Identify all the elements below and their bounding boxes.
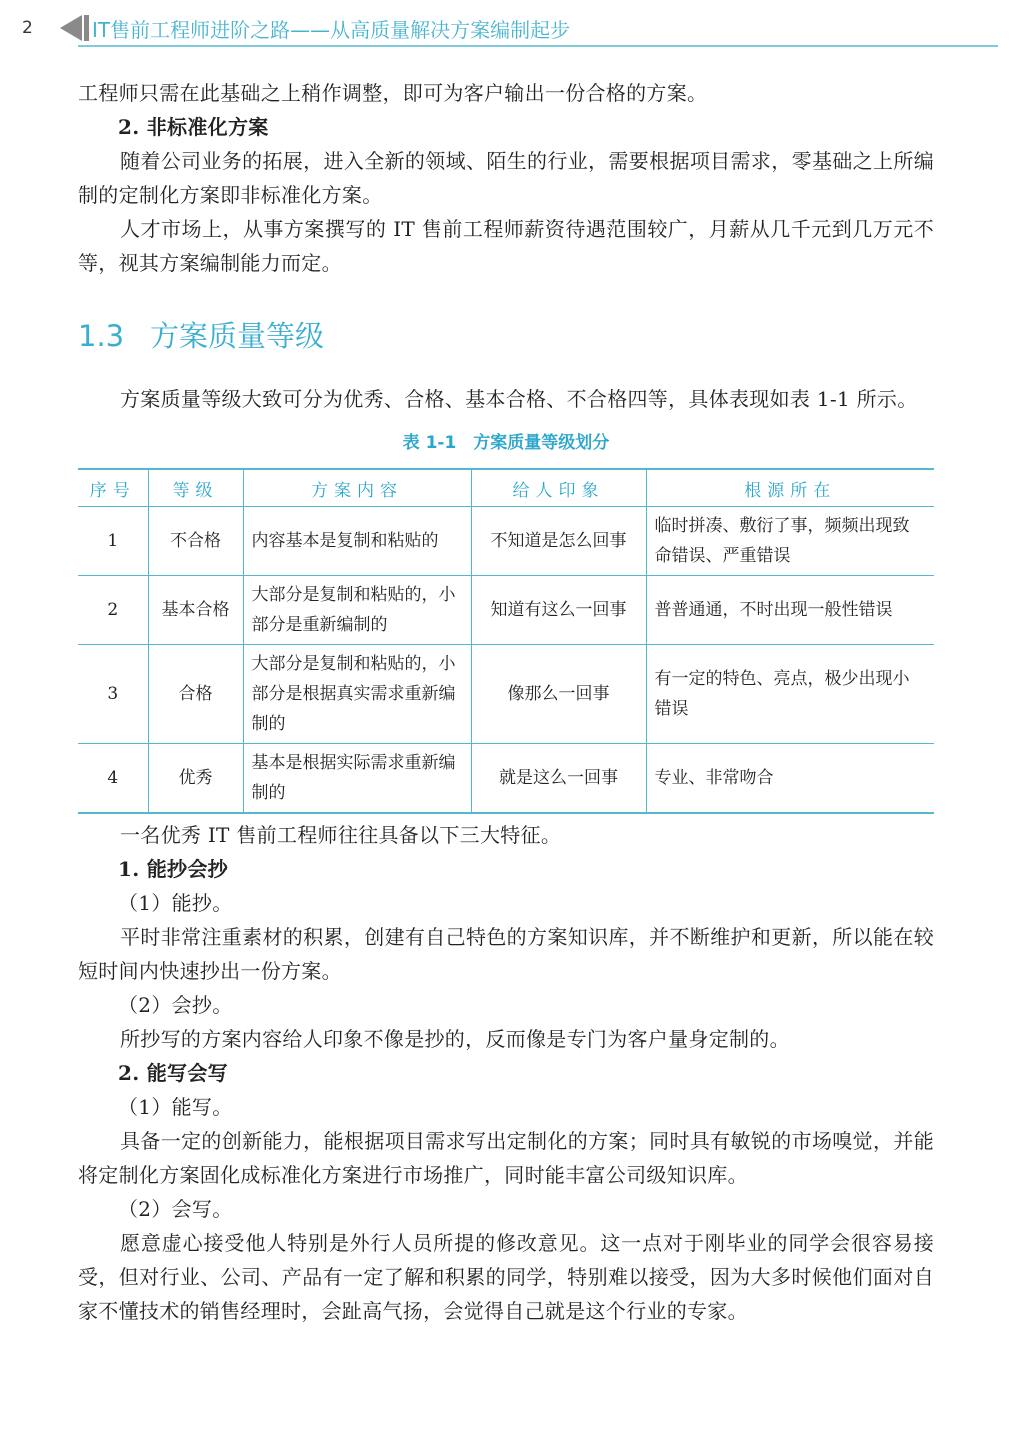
table-cell: 像那么一回事: [471, 645, 646, 744]
table-row: [78, 744, 934, 814]
table-header-row: [78, 469, 934, 507]
table-cell: 优秀: [148, 744, 243, 814]
paragraph: 具备一定的创新能力，能根据项目需求写出定制化的方案；同时具有敏锐的市场嗅觉，并能将定制化方案固化成标准化方案进行市场推广，同时能丰富公司级知识库。: [78, 1129, 934, 1187]
paragraph: 人才市场上，从事方案撰写的 IT 售前工程师薪资待遇范围较广，月薪从几千元到几万元不等，视其方案编制能力而定。: [78, 217, 934, 275]
paragraph: 随着公司业务的拓展，进入全新的领域、陌生的行业，需要根据项目需求，零基础之上所编制的定制化方案即非标准化方案。: [78, 149, 934, 207]
subheading: 2. 非标准化方案: [118, 115, 269, 139]
table-cell: 基本是根据实际需求重新编制的: [243, 744, 471, 814]
paragraph: 方案质量等级大致可分为优秀、合格、基本合格、不合格四等，具体表现如表 1-1 所示。: [120, 387, 918, 411]
table-cell: 不知道是怎么回事: [471, 507, 646, 576]
table-cell: 1: [78, 507, 148, 576]
table-header-cell: 等级: [148, 469, 243, 507]
section-number: 1.3: [78, 319, 125, 353]
table-cell: 2: [78, 576, 148, 645]
paragraph: 所抄写的方案内容给人印象不像是抄的，反而像是专门为客户量身定制的。: [120, 1027, 790, 1051]
table-cell: 专业、非常吻合: [646, 744, 934, 814]
table-cell: 内容基本是复制和粘贴的: [243, 507, 471, 576]
table-header-cell: 给人印象: [471, 469, 646, 507]
table-cell: 大部分是复制和粘贴的，小部分是根据真实需求重新编制的: [243, 645, 471, 744]
table-cell: 4: [78, 744, 148, 814]
table-header-cell: 根源所在: [646, 469, 934, 507]
table-row: [78, 645, 934, 744]
paragraph: 一名优秀 IT 售前工程师往往具备以下三大特征。: [120, 823, 562, 847]
subheading: 1. 能抄会抄: [118, 857, 228, 881]
page-body: [78, 76, 934, 1328]
paragraph: 愿意虚心接受他人特别是外行人员所提的修改意见。这一点对于刚毕业的同学会很容易接受，但对行业、公司、产品有一定了解和积累的同学，特别难以接受，因为大多时候他们面对自家不懂技术的销售经理时，会趾高气扬，会觉得自己就是这个行业的专家。: [78, 1231, 934, 1323]
table-cell: 合格: [148, 645, 243, 744]
subheading: 2. 能写会写: [118, 1061, 228, 1085]
table-header-cell: 方案内容: [243, 469, 471, 507]
table-row: [78, 507, 934, 576]
list-item: （2）会抄。: [118, 993, 233, 1017]
table-row: [78, 576, 934, 645]
page-number: 2: [22, 18, 33, 38]
table-header-cell: 序号: [78, 469, 148, 507]
table-cell: 大部分是复制和粘贴的，小部分是重新编制的: [243, 576, 471, 645]
table-cell: 就是这么一回事: [471, 744, 646, 814]
table-cell: 知道有这么一回事: [471, 576, 646, 645]
paragraph: 平时非常注重素材的积累，创建有自己特色的方案知识库，并不断维护和更新，所以能在较短时间内快速抄出一份方案。: [78, 925, 934, 983]
book-title: IT售前工程师进阶之路——从高质量解决方案编制起步: [92, 18, 571, 42]
list-item: （1）能写。: [118, 1095, 233, 1119]
list-item: （1）能抄。: [118, 891, 233, 915]
table-cell: 3: [78, 645, 148, 744]
section-title: 方案质量等级: [150, 319, 325, 353]
section-heading: [78, 304, 934, 368]
table-cell: 临时拼凑、敷衍了事，频频出现致命错误、严重错误: [646, 507, 934, 576]
table-cell: 不合格: [148, 507, 243, 576]
header-triangle-icon: [54, 13, 94, 43]
quality-grade-table: [78, 468, 934, 814]
list-item: （2）会写。: [118, 1197, 233, 1221]
page-header: [18, 10, 998, 46]
header-rule: [78, 45, 998, 47]
table-caption: 表 1-1 方案质量等级划分: [402, 433, 610, 453]
table-cell: 普普通通，不时出现一般性错误: [646, 576, 934, 645]
paragraph: 工程师只需在此基础之上稍作调整，即可为客户输出一份合格的方案。: [78, 81, 708, 105]
table-cell: 有一定的特色、亮点，极少出现小错误: [646, 645, 934, 744]
table-cell: 基本合格: [148, 576, 243, 645]
